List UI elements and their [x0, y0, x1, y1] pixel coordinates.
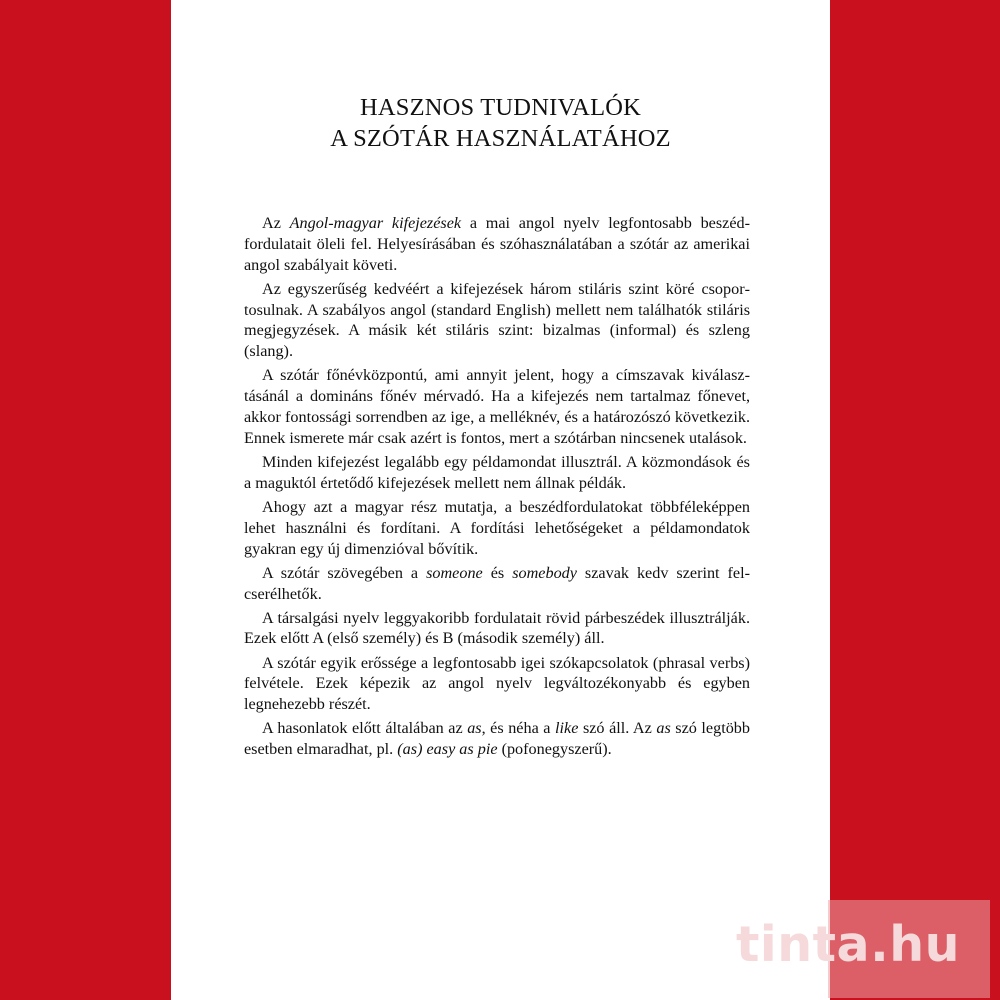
text-run: A szótár szövegében a [262, 563, 427, 582]
italic-term: like [555, 719, 579, 738]
italic-term: as [656, 719, 671, 738]
text-run: szó áll. Az [578, 719, 657, 738]
text-run: Az [262, 214, 290, 232]
text-run: a mai angol nyelv legfontosabb beszédfordulatait öleli fel. Helyesírásában és szóhasználatában a szótár az amerikai angol szabályait követi. [244, 214, 751, 274]
body-text [244, 213, 750, 760]
title-line-1: HASZNOS TUDNIVALÓK [359, 94, 642, 121]
paragraph [244, 213, 750, 275]
paragraph [244, 608, 750, 650]
paragraph [244, 497, 750, 559]
text-run: A szótár egyik erőssége a legfontosabb igei szókapcsolatok (phrasal verbs) felvétele. Ezek képezik az angol nyelv legváltozékonyabb és egyben legnehezebb részét. [244, 653, 750, 714]
watermark-logo: tinta.hu [736, 916, 960, 973]
text-run: Minden kifejezést legalább egy példamondat illusztrál. A közmondások és a maguktól értetődő kifejezések mellett nem állnak példák. [244, 452, 750, 492]
text-run: A hasonlatok előtt általában az [262, 719, 468, 738]
italic-term: Angol-magyar kifejezések [289, 214, 462, 232]
text-run: (pofonegyszerű). [497, 740, 612, 759]
title-line-2: A SZÓTÁR HASZNÁLATÁHOZ [330, 125, 671, 152]
document-page [171, 0, 830, 1000]
text-run: szavak kedv szerint felcserélhetők. [244, 563, 751, 603]
text-run: , és néha a [481, 719, 556, 738]
italic-term: somebody [512, 563, 577, 582]
text-run: és [482, 563, 513, 582]
paragraph [244, 452, 750, 494]
italic-term: someone [426, 563, 483, 582]
text-run: Ahogy azt a magyar rész mutatja, a beszédfordulatokat többféleképpen lehet használni és fordítani. A fordítási lehetőségeket a példamondatok gyakran egy új dimenzióval bővítik. [244, 497, 750, 558]
paragraph [244, 563, 750, 605]
text-run: A szótár főnévközpontú, ami annyit jelent, hogy a címszavak kiválasztásánál a domináns főnév mérvadó. Ha a kifejezés nem tartalmaz főnevet, akkor fontossági sorrendben az ige, a melléknév, és a határozószó következik. Ennek ismerete már csak azért is fontos, mert a szótárban nincsenek utalások. [244, 366, 750, 447]
italic-term: (as) easy as pie [397, 740, 498, 759]
text-run: szó legtöbb esetben elmaradhat, pl. [244, 719, 750, 759]
paragraph [244, 653, 750, 715]
italic-term: as [467, 719, 482, 738]
text-run: Az egyszerűség kedvéért a kifejezések három stiláris szint köré csoportosulnak. A szabályos angol (standard English) mellett nem találhatók stiláris megjegyzések. A másik két stiláris szint: bizalmas (informal) és szleng (slang). [244, 279, 750, 361]
text-run: A társalgási nyelv leggyakoribb fordulatait rövid párbeszédek illusztrálják. Ezek előtt A (első személy) és B (második személy) áll. [244, 608, 750, 648]
paragraph [244, 365, 750, 448]
paragraph [244, 718, 750, 760]
paragraph [244, 279, 750, 362]
page-title [171, 92, 830, 154]
